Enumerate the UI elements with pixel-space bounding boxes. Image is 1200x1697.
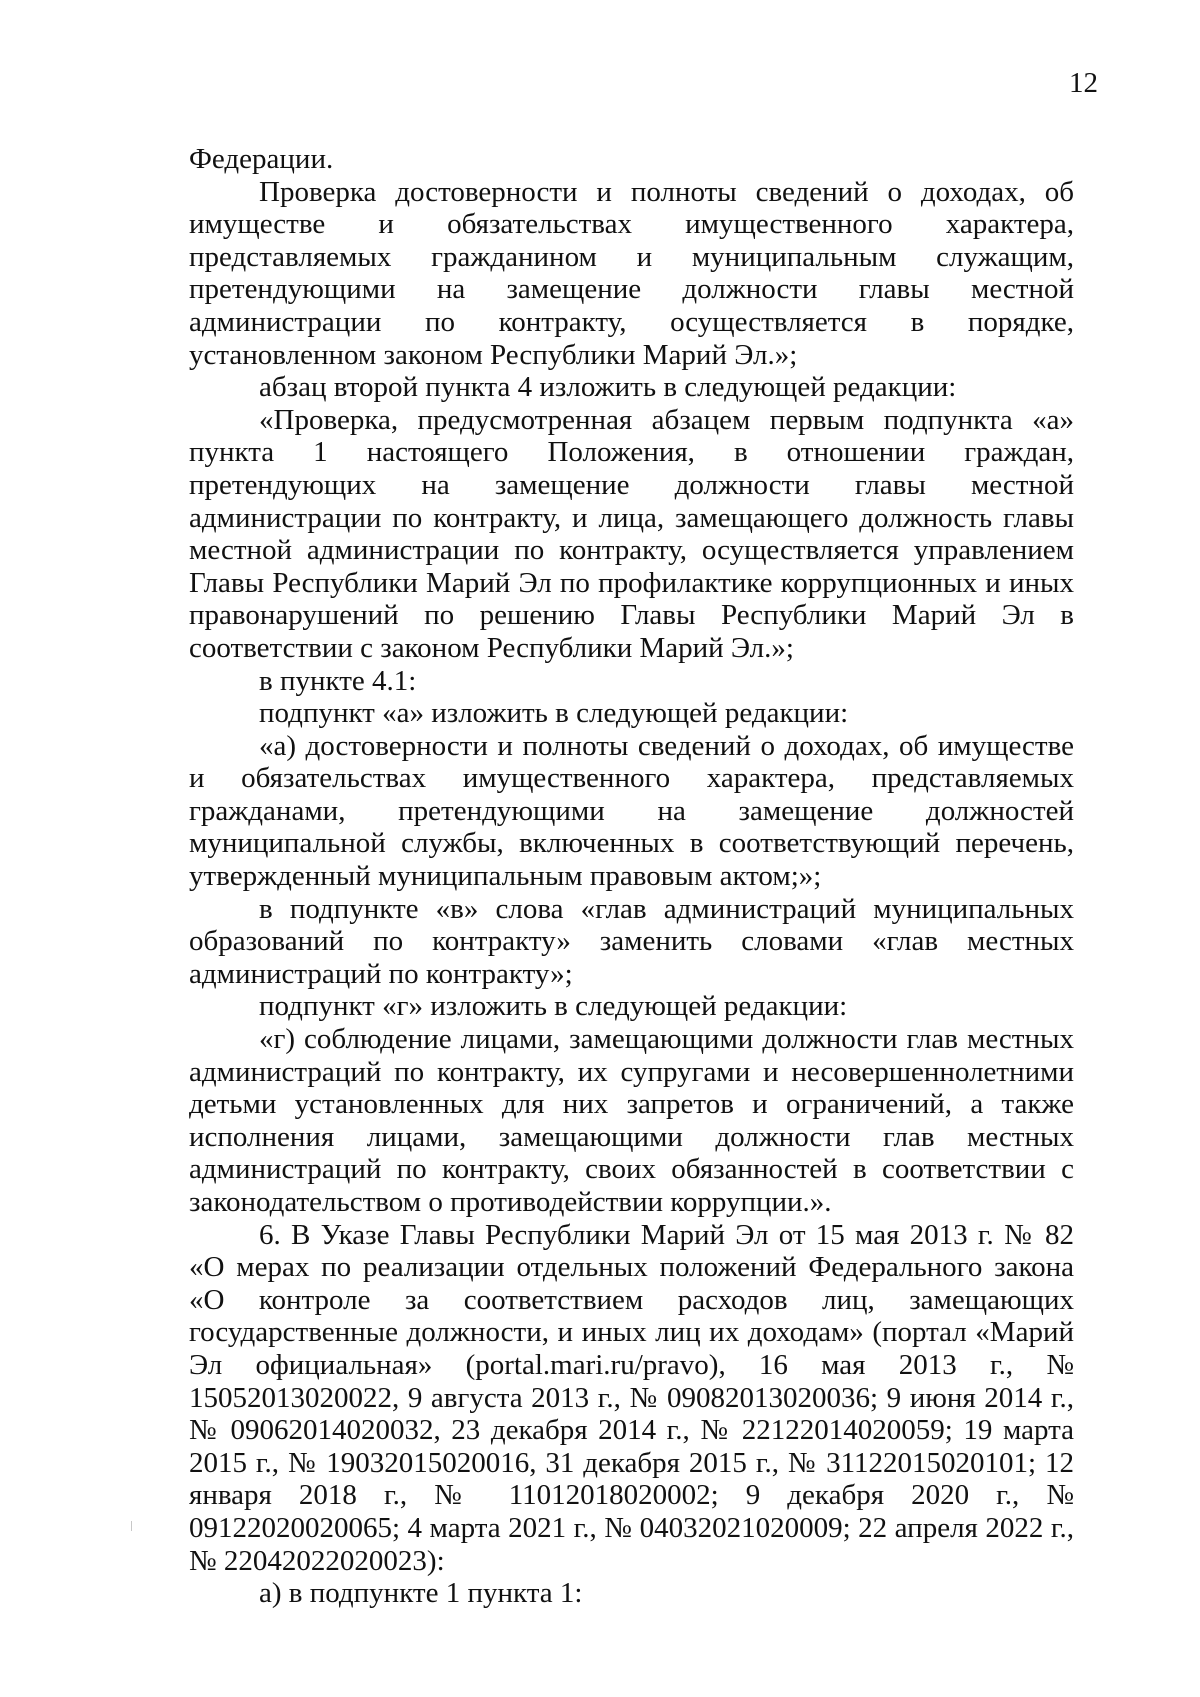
paragraph-amend-point-4: абзац второй пункта 4 изложить в следующей редакции: [259,371,957,404]
paragraph-decree-6: 6. В Указе Главы Республики Марий Эл от 15 мая 2013 г. № 82 «О мерах по реализации отдельных положений Федерального закона «О контроле за соответствием расходов лиц, замещающих государственные должности, и иных лиц их доходам» (портал «Марий Эл официальная» (portal.mari.ru/pravo), 16 мая 2013 г., № 15052013020022, 9 августа 2013 г., № 09082013020036; 9 июня 2014 г., № 09062014020032, 23 декабря 2014 г., № 22122014020059; 19 марта 2015 г., № 19032015020016, 31 декабря 2015 г., № 31122015020101; 12 января 2018 г., № 11012018020002; 9 декабря 2020 г., № 09122020020065; 4 марта 2021 г., № 04032021020009; 22 апреля 2022 г., № 22042022020023): [189,1218,1074,1577]
paragraph-subpoint-a-intro: подпункт «а» изложить в следующей редакции: [259,697,849,730]
paragraph-subpoint-g-text: «г) соблюдение лицами, замещающими должности глав местных администраций по контракту, их супругами и несовершеннолетними детьми установленных для них запретов и ограничений, а также исполнения лицами, замещающими должности глав местных администраций по контракту, своих обязанностей в соответствии с законодательством о противодействии коррупции.». [189,1023,1074,1218]
paragraph-subpoint-a-text: «а) достоверности и полноты сведений о доходах, об имуществе и обязательствах имущественного характера, представляемых гражданами, претендующими на замещение должностей муниципальной службы, включенных в соответствующий перечень, утвержденный муниципальным правовым актом;»; [189,729,1074,893]
paragraph-subpoint-1-point-1: а) в подпункте 1 пункта 1: [259,1577,583,1610]
paragraph-point-4-1: в пункте 4.1: [259,664,417,697]
document-body [189,143,1074,1610]
page-number: 12 [1069,67,1098,99]
paragraph-subpoint-v: в подпункте «в» слова «глав администраций муниципальных образований по контракту» заменить словами «глав местных администраций по контракту»; [189,892,1074,990]
paragraph-federation-end: Федерации. [189,143,334,175]
paragraph-verification-procedure: Проверка достоверности и полноты сведений о доходах, об имуществе и обязательствах имущественного характера, представляемых гражданином и муниципальным служащим, претендующими на замещение должности главы местной администрации по контракту, осуществляется в порядке, установленном законом Республики Марий Эл.»; [189,175,1074,371]
paragraph-subpoint-g-intro: подпункт «г» изложить в следующей редакции: [259,990,848,1023]
scan-artifact-mark [131,1521,132,1531]
paragraph-verification-new-text: «Проверка, предусмотренная абзацем первым подпункта «а» пункта 1 настоящего Положения, в отношении граждан, претендующих на замещение должности главы местной администрации по контракту, и лица, замещающего должность главы местной администрации по контракту, осуществляется управлением Главы Республики Марий Эл по профилактике коррупционных и иных правонарушений по решению Главы Республики Марий Эл в соответствии с законом Республики Марий Эл.»; [189,403,1074,664]
